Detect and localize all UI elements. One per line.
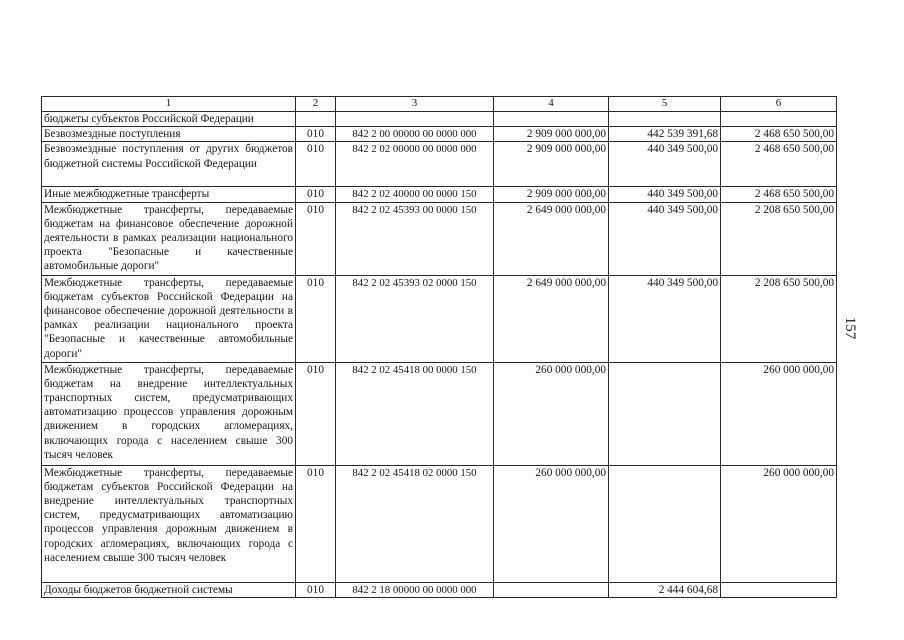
row-col5: 440 349 500,00 bbox=[609, 187, 721, 202]
row-name: Безвозмездные поступления от других бюджетов бюджетной системы Российской Федерации bbox=[42, 142, 296, 187]
row-code: 010 bbox=[296, 127, 336, 142]
column-header: 6 bbox=[721, 97, 837, 112]
row-col6 bbox=[721, 582, 837, 597]
row-code bbox=[296, 112, 336, 127]
row-name: Межбюджетные трансферты, передаваемые бюджетам на внедрение интеллектуальных транспортных систем, предусматривающих автоматизацию процессов управления дорожным движением в городских агломерациях, включающих города с населением свыше 300 тысяч человек bbox=[42, 362, 296, 465]
row-name: Межбюджетные трансферты, передаваемые бюджетам на финансовое обеспечение дорожной деятельности в рамках реализации национального проекта "Безопасные и качественные автомобильные дороги" bbox=[42, 202, 296, 275]
row-col4: 2 909 000 000,00 bbox=[494, 142, 609, 187]
table-row bbox=[42, 187, 837, 202]
row-name: Межбюджетные трансферты, передаваемые бюджетам субъектов Российской Федерации на внедрение интеллектуальных транспортных систем, предусматривающих автоматизацию процессов управления дорожным движением в городских агломерациях, включающих города с населением свыше 300 тысяч человек bbox=[42, 465, 296, 582]
row-col4: 2 909 000 000,00 bbox=[494, 187, 609, 202]
row-code: 010 bbox=[296, 142, 336, 187]
row-col4: 260 000 000,00 bbox=[494, 362, 609, 465]
table-row bbox=[42, 112, 837, 127]
row-code: 010 bbox=[296, 275, 336, 362]
column-header: 3 bbox=[336, 97, 494, 112]
row-col6: 2 468 650 500,00 bbox=[721, 127, 837, 142]
row-name: бюджеты субъектов Российской Федерации bbox=[42, 112, 296, 127]
row-col5 bbox=[609, 112, 721, 127]
row-col5 bbox=[609, 362, 721, 465]
row-code: 010 bbox=[296, 202, 336, 275]
table-row bbox=[42, 142, 837, 187]
row-kbk: 842 2 02 45418 00 0000 150 bbox=[336, 362, 494, 465]
row-code: 010 bbox=[296, 465, 336, 582]
row-col6: 2 208 650 500,00 bbox=[721, 275, 837, 362]
column-header: 1 bbox=[42, 97, 296, 112]
row-kbk bbox=[336, 112, 494, 127]
table-row bbox=[42, 362, 837, 465]
table-row bbox=[42, 202, 837, 275]
row-col5 bbox=[609, 465, 721, 582]
column-header: 2 bbox=[296, 97, 336, 112]
row-kbk: 842 2 00 00000 00 0000 000 bbox=[336, 127, 494, 142]
row-col5: 440 349 500,00 bbox=[609, 142, 721, 187]
row-name: Иные межбюджетные трансферты bbox=[42, 187, 296, 202]
row-code: 010 bbox=[296, 362, 336, 465]
row-col6: 2 468 650 500,00 bbox=[721, 187, 837, 202]
row-kbk: 842 2 02 45418 02 0000 150 bbox=[336, 465, 494, 582]
column-header: 5 bbox=[609, 97, 721, 112]
row-col4 bbox=[494, 112, 609, 127]
row-name: Доходы бюджетов бюджетной системы bbox=[42, 582, 296, 597]
table-row bbox=[42, 127, 837, 142]
page-number: 157 bbox=[842, 316, 858, 340]
table-row bbox=[42, 582, 837, 597]
row-col5: 440 349 500,00 bbox=[609, 275, 721, 362]
row-code: 010 bbox=[296, 582, 336, 597]
row-kbk: 842 2 02 00000 00 0000 000 bbox=[336, 142, 494, 187]
row-name: Межбюджетные трансферты, передаваемые бюджетам субъектов Российской Федерации на финансовое обеспечение дорожной деятельности в рамках реализации национального проекта "Безопасные и качественные автомобильные дороги" bbox=[42, 275, 296, 362]
row-col6: 2 208 650 500,00 bbox=[721, 202, 837, 275]
column-header: 4 bbox=[494, 97, 609, 112]
row-kbk: 842 2 02 45393 00 0000 150 bbox=[336, 202, 494, 275]
row-col4: 2 649 000 000,00 bbox=[494, 202, 609, 275]
row-code: 010 bbox=[296, 187, 336, 202]
table-header-row bbox=[42, 97, 837, 112]
table-row bbox=[42, 465, 837, 582]
row-col4: 2 909 000 000,00 bbox=[494, 127, 609, 142]
row-kbk: 842 2 02 45393 02 0000 150 bbox=[336, 275, 494, 362]
row-name: Безвозмездные поступления bbox=[42, 127, 296, 142]
budget-table bbox=[41, 96, 837, 598]
row-col6: 260 000 000,00 bbox=[721, 465, 837, 582]
row-col5: 442 539 391,68 bbox=[609, 127, 721, 142]
row-col6: 260 000 000,00 bbox=[721, 362, 837, 465]
table-row bbox=[42, 275, 837, 362]
row-col4: 2 649 000 000,00 bbox=[494, 275, 609, 362]
row-kbk: 842 2 18 00000 00 0000 000 bbox=[336, 582, 494, 597]
row-col6: 2 468 650 500,00 bbox=[721, 142, 837, 187]
row-col4 bbox=[494, 582, 609, 597]
row-col6 bbox=[721, 112, 837, 127]
row-kbk: 842 2 02 40000 00 0000 150 bbox=[336, 187, 494, 202]
row-col5: 2 444 604,68 bbox=[609, 582, 721, 597]
row-col4: 260 000 000,00 bbox=[494, 465, 609, 582]
row-col5: 440 349 500,00 bbox=[609, 202, 721, 275]
